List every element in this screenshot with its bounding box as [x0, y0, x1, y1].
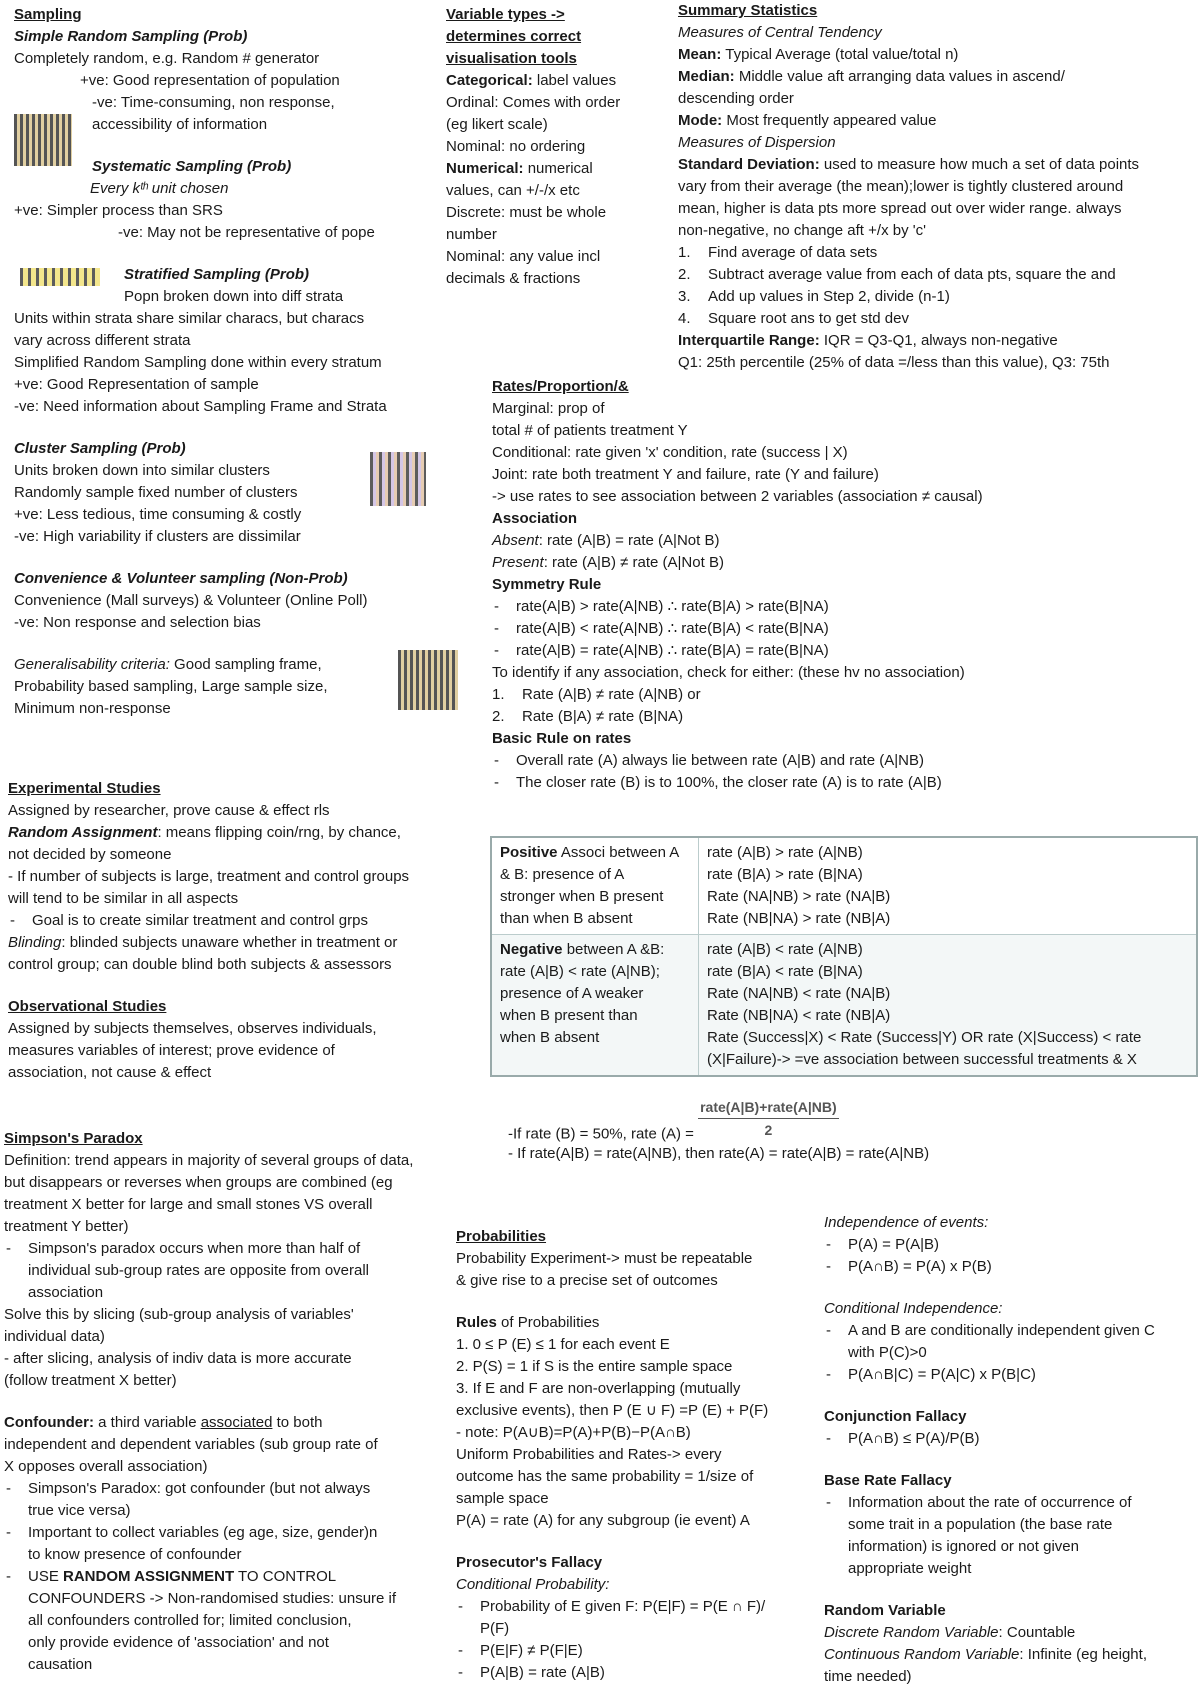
conf-l3: X opposes overall association) [4, 1458, 208, 1475]
sym-3: - rate(A|B) = rate(A|NB) ∴ rate(B|A) = rate(B|NA) [492, 640, 983, 662]
simp-d1c: association [28, 1284, 104, 1301]
ci-1b: with P(C)>0 [848, 1344, 927, 1361]
ind-1: - P(A) = P(A|B) [824, 1234, 1155, 1256]
median-text2: descending order [678, 90, 794, 107]
base-4: appropriate weight [848, 1560, 972, 1577]
iqr-text: IQR = Q3-Q1, always non-negative [819, 332, 1058, 349]
neg-rule-4: Rate (NB|NA) < rate (NB|A) [707, 1007, 891, 1024]
srs-desc: Completely random, e.g. Random # generator [14, 50, 320, 67]
strat-l1: Popn broken down into diff strata [124, 288, 344, 305]
positive-cell [491, 837, 699, 935]
mode-text: Most frequently appeared value [722, 112, 937, 129]
exp-l4: - If number of subjects is large, treatment and control groups [8, 868, 410, 885]
check-2-text: Rate (B|A) ≠ rate (B|NA) [522, 708, 684, 725]
rv-title: Random Variable [824, 1602, 946, 1619]
conj-title: Conjunction Fallacy [824, 1408, 967, 1425]
vt-l6: values, can +/-/x etc [446, 182, 580, 199]
ra-text: : means flipping coin/rng, by chance, [157, 824, 401, 841]
rule-5: - note: P(A∪B)=P(A)+P(B)−P(A∩B) [456, 1424, 691, 1441]
ci-1a: - A and B are conditionally independent given C [824, 1320, 1155, 1342]
conf-d3c: all confounders controlled for; limited conclusion, [28, 1612, 352, 1629]
sys-desc: Every kᵗʰ unit chosen [90, 180, 229, 197]
exp-l3: not decided by someone [8, 846, 172, 863]
simp-l4: treatment Y better) [4, 1218, 129, 1235]
rule-1: 1. 0 ≤ P (E) ≤ 1 for each event E [456, 1336, 670, 1353]
neg-rule-5: Rate (Success|X) < Rate (Success|Y) OR rate (X|Success) < rate [707, 1029, 1142, 1046]
srs-neg2: accessibility of information [92, 116, 268, 133]
base-1: - Information about the rate of occurrence of [824, 1492, 1155, 1514]
rates-title: Rates/Proportion/& [492, 378, 629, 395]
disc-text: : Countable [998, 1624, 1076, 1641]
sd-step-2-text: Subtract average value from each of data pts, square the and [708, 266, 1116, 283]
sym-2: - rate(A|B) < rate(A|NB) ∴ rate(B|A) < rate(B|NA) [492, 618, 983, 640]
strat-l2: Units within strata share similar characs, but characs [14, 310, 365, 327]
frac-bot: 2 [764, 1122, 773, 1138]
pos-text4: than when B absent [500, 910, 633, 927]
median-text: Middle value aft arranging data values in ascend/ [734, 68, 1065, 85]
cont-line [824, 1644, 1155, 1666]
pos-rule-3: Rate (NA|NB) > rate (NA|B) [707, 888, 891, 905]
srs-pos: +ve: Good representation of population [80, 72, 340, 89]
base-2: some trait in a population (the base rate [848, 1516, 1113, 1533]
pos-text3: stronger when B present [500, 888, 664, 905]
rule-2: 2. P(S) = 1 if S is the entire sample space [456, 1358, 733, 1375]
gen-l3: Minimum non-response [14, 700, 171, 717]
rule-7: outcome has the same probability = 1/size of [456, 1468, 754, 1485]
simp-l6: individual data) [4, 1328, 105, 1345]
conf-d3-pre: USE [28, 1568, 64, 1585]
conf-d3b: CONFOUNDERS -> Non-randomised studies: unsure if [28, 1590, 397, 1607]
rates-l1: Marginal: prop of [492, 400, 605, 417]
neg-rule-3: Rate (NA|NB) < rate (NA|B) [707, 985, 891, 1002]
sd-step-3: 3. Add up values in Step 2, divide (n-1) [678, 288, 950, 305]
iqr-label: Interquartile Range: [678, 332, 820, 349]
mean-label: Mean: [678, 46, 722, 63]
table-row [491, 837, 1197, 935]
srs-title: Simple Random Sampling (Prob) [14, 28, 248, 45]
conf-d2b: to know presence of confounder [28, 1546, 242, 1563]
formula-section [508, 1099, 930, 1165]
rates-l2: total # of patients treatment Y [492, 422, 688, 439]
conj-1: - P(A∩B) ≤ P(A)/P(B) [824, 1428, 1155, 1450]
prob-title: Probabilities [456, 1228, 547, 1245]
ci-2: - P(A∩B|C) = P(A|C) x P(B|C) [824, 1364, 1155, 1386]
summary-section [678, 0, 1139, 374]
cont-text: : Infinite (eg height, [1019, 1646, 1147, 1663]
ind-2: - P(A∩B) = P(A) x P(B) [824, 1256, 1155, 1278]
neg-label: Negative [500, 941, 563, 958]
formula-l2: - If rate(A|B) = rate(A|NB), then rate(A) = rate(A|B) = rate(A|NB) [508, 1145, 930, 1162]
simp-l5: Solve this by slicing (sub-group analysis of variables' [4, 1306, 354, 1323]
pos-rule-1: rate (A|B) > rate (A|NB) [707, 844, 863, 861]
basic-2: - The closer rate (B) is to 100%, the closer rate (A) is to rate (A|B) [492, 772, 983, 794]
gen-line1 [14, 654, 387, 676]
median-label: Median: [678, 68, 735, 85]
disc-label: Discrete Random Variable [824, 1624, 999, 1641]
gen-l2: Probability based sampling, Large sample size, [14, 678, 328, 695]
conf-label: Confounder: [4, 1414, 94, 1431]
table-row [491, 935, 1197, 1077]
simp-l2: but disappears or reverses when groups are combined (eg [4, 1174, 393, 1191]
disc-line [824, 1622, 1155, 1644]
sd-line [678, 154, 1139, 176]
mean-text: Typical Average (total value/total n) [721, 46, 959, 63]
exp-l7 [8, 932, 409, 954]
ci-title: Conditional Independence: [824, 1300, 1003, 1317]
strat-title: Stratified Sampling (Prob) [124, 266, 310, 283]
formula-l1-text: -If rate (B) = 50%, rate (A) = [508, 1125, 699, 1143]
vt-title1: Variable types -> [446, 6, 565, 23]
sampling-section [14, 4, 387, 720]
sd-step-3-text: Add up values in Step 2, divide (n-1) [708, 288, 950, 305]
rule-8: sample space [456, 1490, 549, 1507]
cluster-title: Cluster Sampling (Prob) [14, 440, 186, 457]
independence-section [824, 1212, 1155, 1688]
neg-text5: when B absent [500, 1029, 600, 1046]
frac-top: rate(A|B)+rate(A|NB) [698, 1096, 839, 1119]
check-2: 2. Rate (B|A) ≠ rate (B|NA) [492, 708, 684, 725]
num-label: Numerical: [446, 160, 524, 177]
conv-title: Convenience & Volunteer sampling (Non-Prob) [14, 570, 348, 587]
present-label: Present [492, 554, 544, 571]
obs-l3: association, not cause & effect [8, 1064, 212, 1081]
pf-1a: - Probability of E given F: P(E|F) = P(E ∩ F)/ [456, 1596, 768, 1618]
positive-rules-cell [699, 837, 1198, 935]
cont-2: time needed) [824, 1668, 912, 1685]
cluster-neg: -ve: High variability if clusters are dissimilar [14, 528, 301, 545]
check-1: 1. Rate (A|B) ≠ rate (A|NB) or [492, 686, 701, 703]
neg-rule-6: (X|Failure)-> =ve association between successful treatments & X [707, 1051, 1137, 1068]
blind-text: : blinded subjects unaware whether in treatment or [61, 934, 398, 951]
absent-text: : rate (A|B) = rate (A|Not B) [538, 532, 720, 549]
conf-d3-post: TO CONTROL [234, 1568, 337, 1585]
simp-l1: Definition: trend appears in majority of several groups of data, [4, 1152, 414, 1169]
mod: Measures of Dispersion [678, 134, 836, 151]
cat-text: label values [532, 72, 617, 89]
association-table [490, 836, 1198, 1077]
neg-text3: presence of A weaker [500, 985, 644, 1002]
probabilities-section [456, 1226, 768, 1684]
vt-l5 [446, 158, 620, 180]
conf-d3d: only provide evidence of 'association' and not [28, 1634, 329, 1651]
cluster-pos: +ve: Less tedious, time consuming & costly [14, 506, 302, 523]
conf-d1b: true vice versa) [28, 1502, 131, 1519]
exp-l1: Assigned by researcher, prove cause & effect rls [8, 802, 330, 819]
cat-label: Categorical: [446, 72, 533, 89]
conf-d3-bold: RANDOM ASSIGNMENT [63, 1568, 235, 1585]
simp-d1b: individual sub-group rates are opposite from overall [28, 1262, 370, 1279]
vt-l10: decimals & fractions [446, 270, 581, 287]
variable-types-section [446, 4, 620, 290]
conf-text1: a third variable [93, 1414, 201, 1431]
neg-text2: rate (A|B) < rate (A|NB); [500, 963, 660, 980]
sd-text: used to measure how much a set of data points [819, 156, 1140, 173]
blind-label: Blinding [8, 934, 62, 951]
cond-title: Conditional Probability: [456, 1576, 610, 1593]
basic-title: Basic Rule on rates [492, 730, 632, 747]
sampling-title: Sampling [14, 6, 82, 23]
absent-label: Absent [492, 532, 539, 549]
prob-l2: & give rise to a precise set of outcomes [456, 1272, 718, 1289]
cluster-l2: Randomly sample fixed number of clusters [14, 484, 298, 501]
mct: Measures of Central Tendency [678, 24, 882, 41]
strat-pos: +ve: Good Representation of sample [14, 376, 259, 393]
neg-rule-1: rate (A|B) < rate (A|NB) [707, 941, 863, 958]
base-title: Base Rate Fallacy [824, 1472, 952, 1489]
conv-neg: -ve: Non response and selection bias [14, 614, 261, 631]
rules-bold: Rules [456, 1314, 497, 1331]
exp-l8: control group; can double blind both subjects & assessors [8, 956, 392, 973]
gen-l1: Good sampling frame, [169, 656, 322, 673]
prob-l1: Probability Experiment-> must be repeatable [456, 1250, 753, 1267]
rule-9: P(A) = rate (A) for any subgroup (ie event) A [456, 1512, 750, 1529]
sd-step-1-text: Find average of data sets [708, 244, 878, 261]
sd-step-1: 1. Find average of data sets [678, 244, 878, 261]
vt-l9: Nominal: any value incl [446, 248, 601, 265]
simp-l7: - after slicing, analysis of indiv data is more accurate [4, 1350, 352, 1367]
conf-d2a: - Important to collect variables (eg age, size, gender)n [4, 1522, 413, 1544]
vt-l4: Nominal: no ordering [446, 138, 586, 155]
pf-2: - P(E|F) ≠ P(F|E) [456, 1640, 768, 1662]
obs-l1: Assigned by subjects themselves, observes individuals, [8, 1020, 377, 1037]
ra-label: Random Assignment [8, 824, 158, 841]
rule-6: Uniform Probabilities and Rates-> every [456, 1446, 722, 1463]
check-1-text: Rate (A|B) ≠ rate (A|NB) or [522, 686, 701, 703]
exp-l6: - Goal is to create similar treatment and control grps [8, 910, 409, 932]
cont-label: Continuous Random Variable [824, 1646, 1020, 1663]
summary-title: Summary Statistics [678, 2, 818, 19]
experimental-section [8, 778, 409, 1084]
rules-rest: of Probabilities [496, 1314, 600, 1331]
rules-title [456, 1312, 768, 1334]
negative-rules-cell [699, 935, 1198, 1077]
convenience-people-icon [398, 650, 458, 710]
present-text: : rate (A|B) ≠ rate (A|Not B) [543, 554, 724, 571]
sd-step-4-text: Square root ans to get std dev [708, 310, 909, 327]
q-line: Q1: 25th percentile (25% of data =/less than this value), Q3: 75th [678, 354, 1110, 371]
rates-l5: -> use rates to see association between 2 variables (association ≠ causal) [492, 488, 983, 505]
neg-text4: when B present than [500, 1007, 638, 1024]
pos-rule-2: rate (B|A) > rate (B|NA) [707, 866, 863, 883]
observational-title: Observational Studies [8, 998, 167, 1015]
sys-pos: +ve: Simpler process than SRS [14, 202, 223, 219]
vt-l7: Discrete: must be whole [446, 204, 607, 221]
gen-label: Generalisability criteria: [14, 656, 170, 673]
conf-l2: independent and dependent variables (sub group rate of [4, 1436, 378, 1453]
vt-l8: number [446, 226, 497, 243]
mean-line [678, 44, 1139, 66]
pf-3: - P(A|B) = rate (A|B) [456, 1662, 768, 1684]
conf-line1 [4, 1412, 413, 1434]
simp-d1a: - Simpson's paradox occurs when more than half of [4, 1238, 413, 1260]
conf-d3a [4, 1566, 413, 1588]
cluster-l1: Units broken down into similar clusters [14, 462, 270, 479]
present-line [492, 552, 983, 574]
strat-l4: Simplified Random Sampling done within every stratum [14, 354, 382, 371]
obs-l2: measures variables of interest; prove evidence of [8, 1042, 335, 1059]
neg-text1: between A &B: [562, 941, 665, 958]
vt-l2: Ordinal: Comes with order [446, 94, 621, 111]
mode-label: Mode: [678, 112, 723, 129]
rates-l4: Joint: rate both treatment Y and failure, rate (Y and failure) [492, 466, 879, 483]
experimental-title: Experimental Studies [8, 780, 161, 797]
absent-line [492, 530, 983, 552]
simp-l3: treatment X better for large and small stones VS overall [4, 1196, 373, 1213]
sys-neg: -ve: May not be representative of pope [118, 224, 375, 241]
simp-l8: (follow treatment X better) [4, 1372, 177, 1389]
rates-l3: Conditional: rate given 'x' condition, rate (success | X) [492, 444, 848, 461]
median-line [678, 66, 1139, 88]
sys-title: Systematic Sampling (Prob) [92, 158, 292, 175]
srs-neg: -ve: Time-consuming, non response, [92, 94, 335, 111]
iqr-line [678, 330, 1139, 352]
mode-line [678, 110, 1139, 132]
exp-l5: will tend to be similar in all aspects [8, 890, 239, 907]
base-3: information) is ignored or not given [848, 1538, 1079, 1555]
vt-title3: visualisation tools [446, 50, 577, 67]
conf-d3e: causation [28, 1656, 93, 1673]
exp-l2 [8, 822, 409, 844]
sym-1: - rate(A|B) > rate(A|NB) ∴ rate(B|A) > rate(B|NA) [492, 596, 983, 618]
conf-under: associated [200, 1414, 273, 1431]
sd-l3: mean, higher is data pts more spread out over wider range. always [678, 200, 1122, 217]
num-text: numerical [523, 160, 593, 177]
simpson-title: Simpson's Paradox [4, 1130, 143, 1147]
conf-text2: to both [272, 1414, 323, 1431]
strat-neg: -ve: Need information about Sampling Frame and Strata [14, 398, 387, 415]
formula-fraction [698, 1096, 839, 1141]
pf-1b: P(F) [480, 1620, 510, 1637]
vt-l3: (eg likert scale) [446, 116, 548, 133]
identify: To identify if any association, check for either: (these hv no association) [492, 664, 965, 681]
conv-l1: Convenience (Mall surveys) & Volunteer (Online Poll) [14, 592, 368, 609]
vt-l1 [446, 70, 620, 92]
strat-l3: vary across different strata [14, 332, 191, 349]
conf-d1a: - Simpson's Paradox: got confounder (but not always [4, 1478, 413, 1500]
sd-step-2: 2. Subtract average value from each of data pts, square the and [678, 266, 1116, 283]
vt-title2: determines correct [446, 28, 582, 45]
sym-title: Symmetry Rule [492, 576, 602, 593]
pros-title: Prosecutor's Fallacy [456, 1554, 603, 1571]
neg-rule-2: rate (B|A) < rate (B|NA) [707, 963, 863, 980]
basic-1: - Overall rate (A) always lie between rate (A|B) and rate (A|NB) [492, 750, 983, 772]
sd-l2: vary from their average (the mean);lower is tightly clustered around [678, 178, 1124, 195]
pos-rule-4: Rate (NB|NA) > rate (NB|A) [707, 910, 891, 927]
sd-step-4: 4. Square root ans to get std dev [678, 310, 909, 327]
sd-l4: non-negative, no change aft +/x by 'c' [678, 222, 926, 239]
sd-label: Standard Deviation: [678, 156, 820, 173]
rates-section [492, 376, 983, 794]
assoc-title: Association [492, 510, 578, 527]
rule-4: exclusive events), then P (E ∪ F) =P (E) + P(F) [456, 1402, 769, 1419]
pos-label: Positive [500, 844, 558, 861]
rule-3: 3. If E and F are non-overlapping (mutually [456, 1380, 741, 1397]
pos-text1: Associ between A [557, 844, 680, 861]
negative-cell [491, 935, 699, 1077]
simpson-section [4, 1128, 413, 1676]
pos-text2: & B: presence of A [500, 866, 625, 883]
ind-title: Independence of events: [824, 1214, 989, 1231]
